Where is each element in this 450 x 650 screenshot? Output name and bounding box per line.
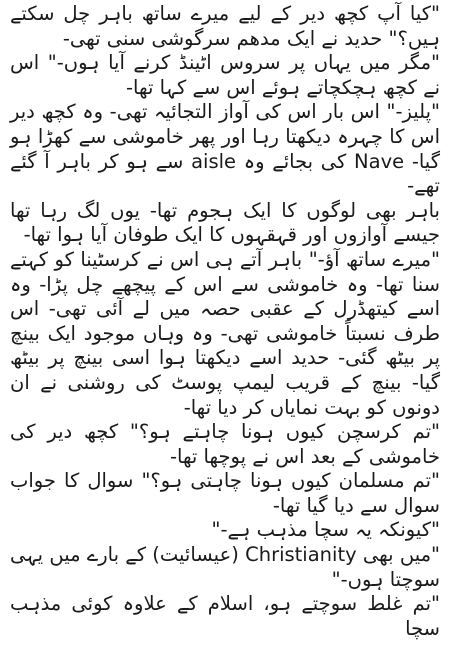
paragraph: باہر بھی لوگوں کا ایک ہجوم تھا- یوں لگ رہا تھا جیسے آوازوں اور قہقہوں کا ایک طوفان آیا ہوا تھا- bbox=[10, 198, 440, 247]
paragraph: "کیونکہ یہ سچا مذہب ہے-" bbox=[211, 518, 440, 542]
paragraph: "میں بھی Christianity (عیسائیت) کے بارے میں یہی سوچتا ہوں-" bbox=[10, 543, 440, 591]
paragraph: "پلیز-" اس بار اس کی آواز التجائیہ تھی- وہ کچھ دیر اس کا چہرہ دیکھتا رہا اور پھر خاموشی سے کھڑا ہو گیا- Nave کی بجائے وہ aisle سے ہو کر باہر آ گئے تھے- bbox=[10, 100, 440, 198]
paragraph: "تم مسلمان کیوں ہونا چاہتی ہو؟" سوال کا جواب سوال سے دیا گیا تھا- bbox=[10, 469, 440, 517]
paragraph: "مگر میں یہاں پر سروس اٹینڈ کرنے آیا ہوں-" اس نے کچھ ہچکچاتے ہوئے اس سے کہا تھا- bbox=[10, 51, 440, 99]
paragraph: "کیا آپ کچھ دیر کے لیے میرے ساتھ باہر چل سکتے ہیں؟" حدید نے ایک مدھم سرگوشی سنی تھی- bbox=[10, 2, 440, 50]
paragraph: "تم کرسچن کیوں ہونا چاہتے ہو؟" کچھ دیر کی خاموشی کے بعد اس نے پوچھا تھا- bbox=[10, 420, 440, 468]
paragraph: "تم غلط سوچتے ہو، اسلام کے علاوہ کوئی مذہب سچا bbox=[10, 592, 440, 640]
paragraph: "میرے ساتھ آؤ-" باہر آتے ہی اس نے کرسٹینا کو کہتے سنا تھا- وہ خاموشی سے اس کے پیچھے چل پڑا- وہ اسے کیتھڈرل کے عقبی حصہ میں لے آئی تھی- اس طرف نسبتاً خاموشی تھی- وہ وہاں موجود ایک بینچ پر بیٹھ گئی- حدید اسے دیکھتا ہوا اسی بینچ پر بیٹھ گیا- بینچ کے قریب لیمپ پوسٹ کی روشنی نے ان دونوں کو بہت نمایاں کر دیا تھا- bbox=[10, 247, 440, 419]
